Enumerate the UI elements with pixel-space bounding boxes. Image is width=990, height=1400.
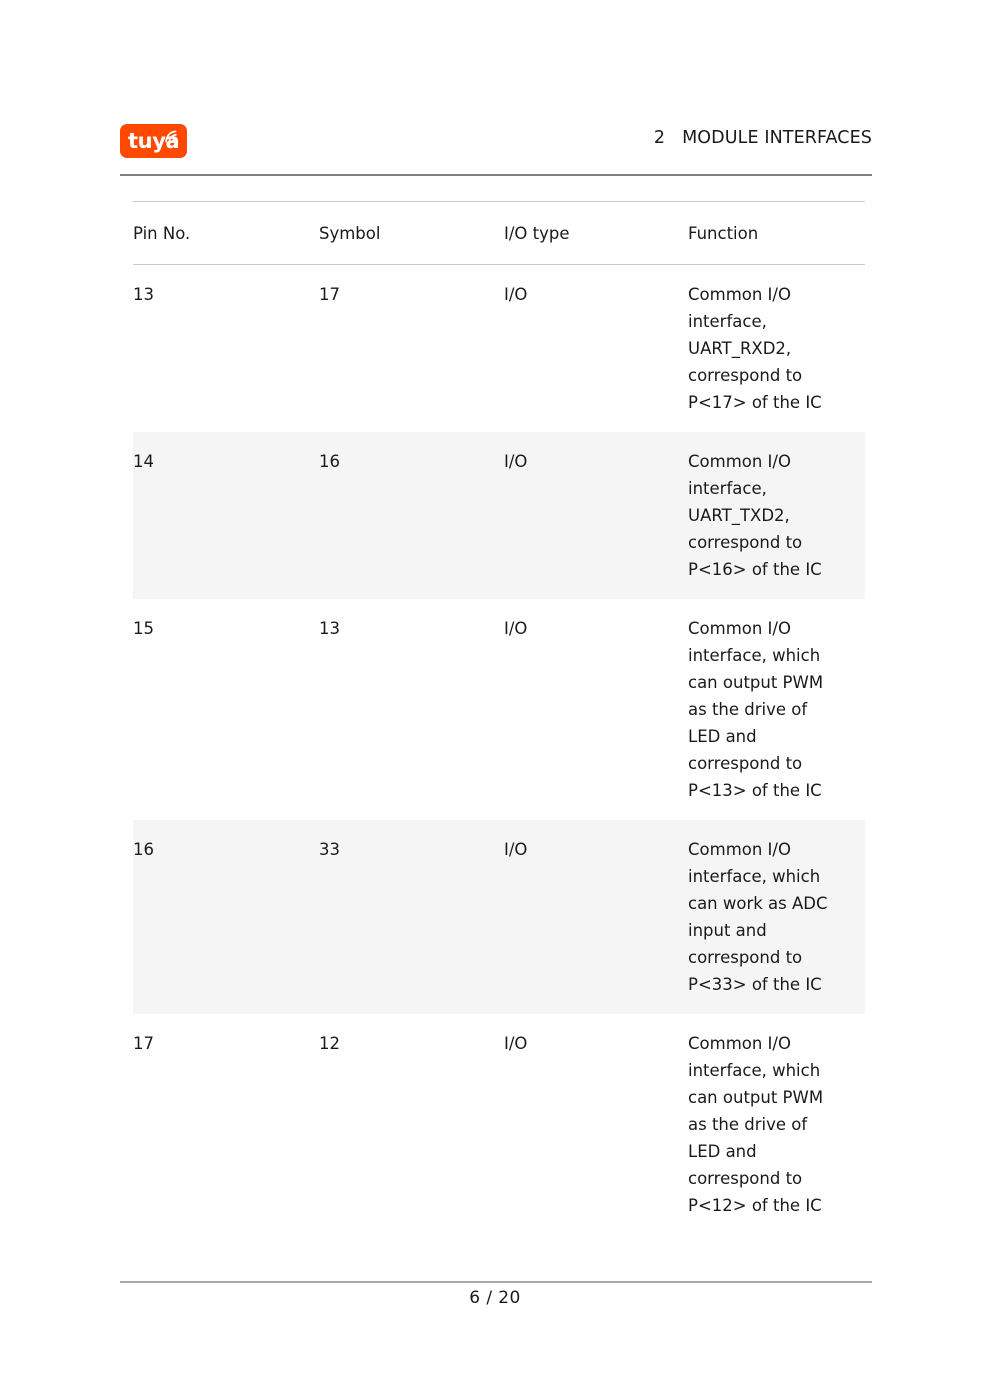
tuya-logo bbox=[120, 124, 187, 158]
column-header-io-type: I/O type bbox=[504, 202, 688, 265]
table-header bbox=[133, 202, 865, 265]
wifi-signal-icon bbox=[165, 128, 179, 141]
cell-io-type: I/O bbox=[504, 1034, 528, 1053]
cell-pin-no: 13 bbox=[133, 285, 154, 304]
table-body bbox=[133, 265, 865, 1236]
cell-io-type: I/O bbox=[504, 619, 528, 638]
tuya-logo-wordmark: tuya bbox=[128, 129, 180, 153]
footer-divider bbox=[120, 1281, 872, 1283]
header-divider bbox=[120, 174, 872, 176]
cell-symbol: 16 bbox=[319, 432, 504, 599]
table-header-row bbox=[133, 202, 865, 265]
table-row bbox=[133, 1014, 865, 1235]
cell-pin-no: 14 bbox=[133, 432, 319, 599]
cell-pin-no: 17 bbox=[133, 1034, 154, 1053]
cell-symbol: 13 bbox=[319, 619, 340, 638]
pin-definition-table bbox=[133, 201, 865, 1235]
page-number: 6 / 20 bbox=[469, 1288, 521, 1308]
table-row bbox=[133, 432, 865, 599]
cell-function: Common I/O interface, which can output PWM as the drive of LED and correspond to P<12> of the IC bbox=[688, 1034, 824, 1215]
table-row bbox=[133, 599, 865, 820]
column-header-function: Function bbox=[688, 202, 865, 265]
chapter-heading: 2 MODULE INTERFACES bbox=[653, 128, 872, 148]
page-header bbox=[120, 120, 872, 176]
table-row bbox=[133, 820, 865, 1014]
cell-pin-no: 15 bbox=[133, 619, 154, 638]
cell-io-type: I/O bbox=[504, 820, 688, 1014]
cell-symbol: 33 bbox=[319, 820, 504, 1014]
table-row bbox=[133, 265, 865, 433]
cell-symbol: 17 bbox=[319, 285, 340, 304]
cell-io-type: I/O bbox=[504, 285, 528, 304]
cell-io-type: I/O bbox=[504, 432, 688, 599]
cell-function: Common I/O interface, which can work as ADC input and correspond to P<33> of the IC bbox=[688, 820, 865, 1014]
cell-pin-no: 16 bbox=[133, 820, 319, 1014]
cell-function: Common I/O interface, UART_RXD2, correspond to P<17> of the IC bbox=[688, 285, 822, 412]
column-header-pin-no: Pin No. bbox=[133, 202, 319, 265]
cell-function: Common I/O interface, UART_TXD2, correspond to P<16> of the IC bbox=[688, 432, 865, 599]
cell-symbol: 12 bbox=[319, 1034, 340, 1053]
column-header-symbol: Symbol bbox=[319, 202, 504, 265]
cell-function: Common I/O interface, which can output PWM as the drive of LED and correspond to P<13> of the IC bbox=[688, 619, 824, 800]
